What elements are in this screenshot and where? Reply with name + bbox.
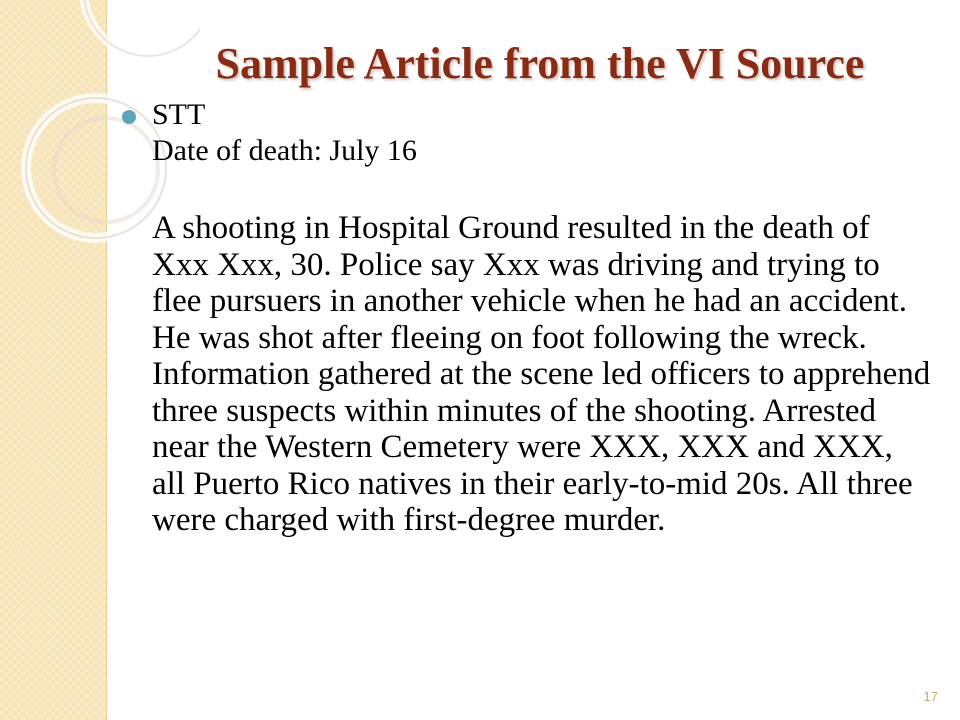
page-number: 17 — [923, 689, 938, 704]
bullet-heading: STT — [152, 98, 206, 131]
article-body: A shooting in Hospital Ground resulted in the death of Xxx Xxx, 30. Police say Xxx was driving and trying to flee pursuers in another vehicle when he had an accident. He was shot after fleeing on foot following the wreck. Information gathered at the scene led officers to apprehend three suspects within minutes of the shooting. Arrested near the Western Cemetery were XXX, XXX and XXX, all Puerto Rico natives in their early-to-mid 20s. All three were charged with first-degree murder. — [152, 210, 931, 538]
bullet-dot-icon — [122, 110, 136, 124]
date-of-death: Date of death: July 16 — [152, 134, 417, 167]
slide-title: Sample Article from the VI Source — [215, 39, 865, 88]
